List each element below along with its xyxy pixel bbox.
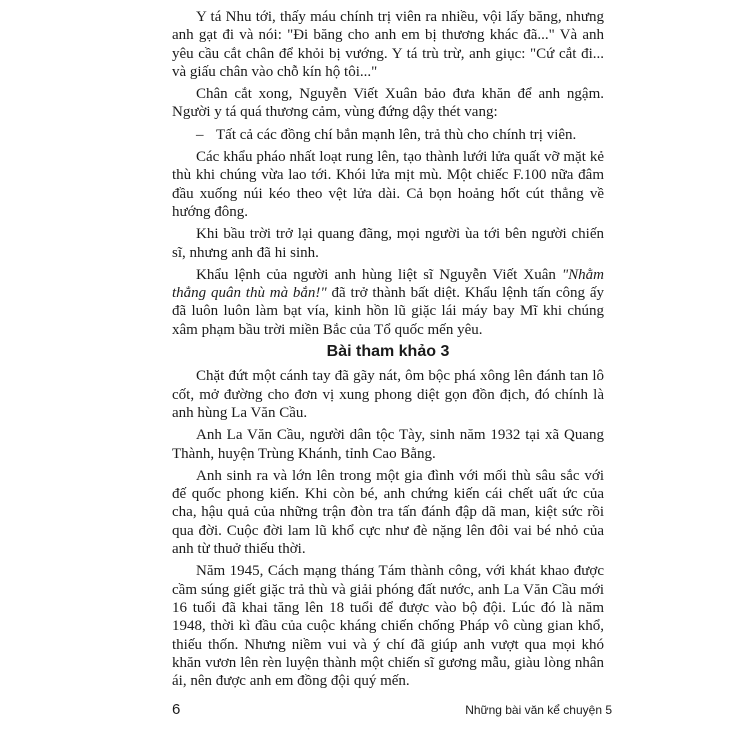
dialogue-text: Tất cả các đồng chí bắn mạnh lên, trả thù cho chính trị viên. [216, 126, 577, 143]
dialogue-line [172, 126, 604, 144]
running-title: Những bài văn kể chuyện 5 [465, 703, 612, 717]
slogan-after: đã trở thành bất diệt. Khẩu lệnh tấn công ấy đã luôn luôn làm bạt vía, kinh hồn lũ giặc lái máy bay Mĩ khi chúng xâm phạm bầu trời miền Bắc của Tổ quốc mến yêu. [172, 285, 604, 338]
dialogue-dash: – [196, 126, 204, 143]
paragraph: Anh La Văn Cầu, người dân tộc Tày, sinh năm 1932 tại xã Quang Thành, huyện Trùng Khánh, tỉnh Cao Bằng. [172, 427, 604, 462]
paragraph: Khi bầu trời trở lại quang đãng, mọi người ùa tới bên người chiến sĩ, nhưng anh đã hi sinh. [172, 226, 604, 261]
paragraph: Chặt đứt một cánh tay đã gãy nát, ôm bộc phá xông lên đánh tan lô cốt, mở đường cho đơn vị xung phong diệt gọn đồn địch, đó chính là anh hùng La Văn Cầu. [172, 368, 604, 421]
slogan-paragraph [172, 266, 604, 339]
paragraph: Các khẩu pháo nhất loạt rung lên, tạo thành lưới lửa quất vỡ mặt kẻ thù khi chúng vừa lao tới. Khói lửa mịt mù. Một chiếc F.100 nữa đâm đầu xuống núi kéo theo vệt lửa dài. Cả bọn hoảng hốt cút thẳng về hướng đông. [172, 149, 604, 220]
slogan-before: Khẩu lệnh của người anh hùng liệt sĩ Nguyễn Viết Xuân [196, 266, 562, 283]
page-number: 6 [172, 701, 181, 718]
page-footer [172, 701, 612, 721]
section-heading: Bài tham khảo 3 [326, 343, 450, 361]
body-text [172, 8, 604, 694]
paragraph: Y tá Nhu tới, thấy máu chính trị viên ra nhiều, vội lấy băng, nhưng anh gạt đi và nói: "Đi băng cho anh em bị thương khác đã..." Và anh yêu cầu cắt chân để khỏi bị vướng. Y tá trù trừ, anh giục: "Cứ cắt đi... và giấu chân vào chỗ kín hộ tôi..." [172, 9, 604, 80]
paragraph: Chân cắt xong, Nguyễn Viết Xuân bảo đưa khăn để anh ngậm. Người y tá quá thương cảm, vùng đứng dậy thét vang: [172, 86, 604, 121]
slogan-quote: "Nhằm thẳng quân thù mà bắn!" [172, 266, 604, 302]
paragraph: Anh sinh ra và lớn lên trong một gia đình với mối thù sâu sắc với đế quốc phong kiến. Khi còn bé, anh chứng kiến cái chết uất ức của cha, hậu quả của những trận đòn tra tấn đánh đập dã man, kiệt sức rồi qua đời. Cuộc đời lam lũ khổ cực như đè nặng lên đôi vai bé nhỏ của anh từ thuở thiếu thời. [172, 467, 604, 558]
paragraph: Năm 1945, Cách mạng tháng Tám thành công, với khát khao được cầm súng giết giặc trả thù và giải phóng đất nước, anh La Văn Cầu mới 16 tuổi đã khai tăng lên 18 tuổi để được vào bộ đội. Lúc đó là năm 1948, thời kì đầu của cuộc kháng chiến chống Pháp vô cùng gian khổ, thiếu thốn. Nhưng niềm vui và ý chí đã giúp anh vượt qua mọi khó khăn vươn lên rèn luyện thành một chiến sĩ gương mẫu, giàu lòng nhân ái, nên được anh em đồng đội quý mến. [172, 563, 604, 690]
